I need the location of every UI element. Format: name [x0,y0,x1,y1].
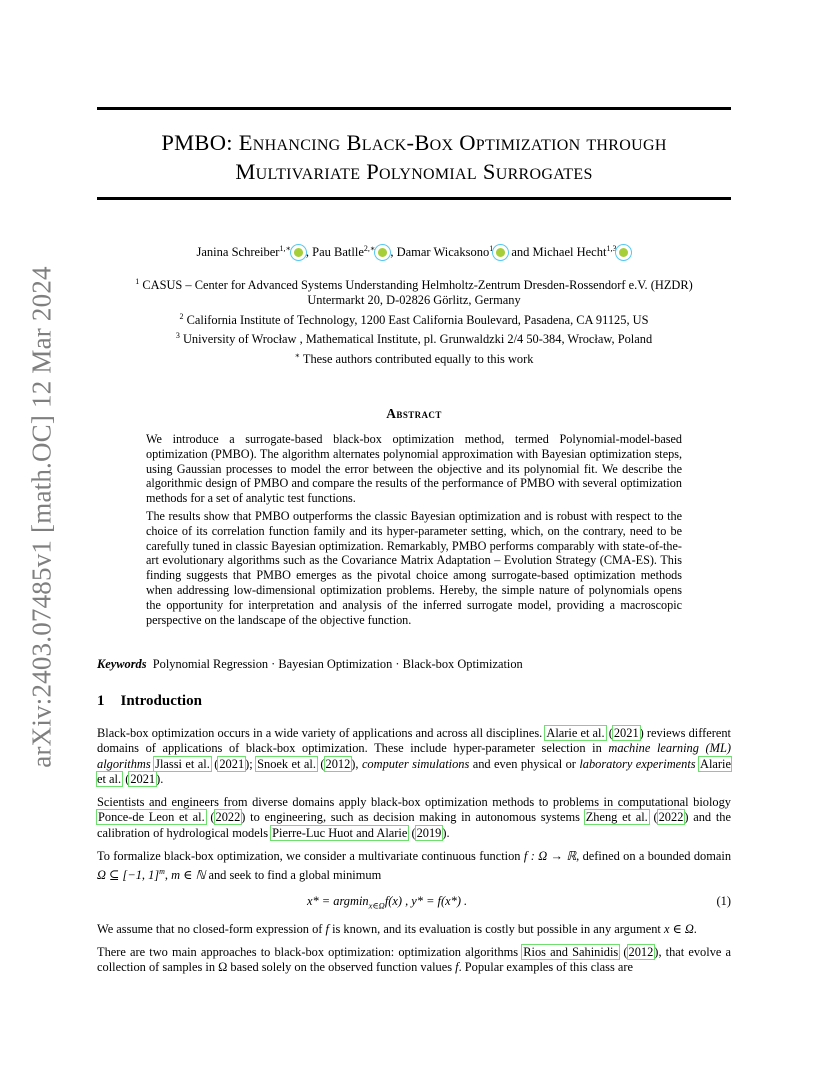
citation-year-link[interactable]: 2021 [219,756,245,771]
equation-1 [97,890,731,914]
math: x ∈ Ω [663,921,694,936]
author-name: Damar Wicaksono [396,245,490,260]
affil-marker: 3 [175,331,180,341]
author-name: Pau Batlle [312,245,364,260]
arxiv-sidebar [22,262,62,772]
body-paragraph: Scientists and engineers from diverse domains apply black-box optimization methods to problems in computational biology Ponce-de Leon et al. (2022) to engineering, such as decision making in autonomous systems Zheng et al. (2022) and the calibration of hydrological models Pierre-Luc Huot and Alarie (2019). [97,795,731,840]
orcid-icon[interactable] [294,248,303,257]
citation-year-link[interactable]: 2022 [658,810,684,825]
equation-number: (1) [716,893,731,908]
title-line-1: PMBO: Enhancing Black-Box Optimization through [161,130,667,155]
title-bottom-rule [97,197,731,200]
citation-link[interactable]: Alarie et al. [97,756,731,786]
affiliations [97,274,731,367]
orcid-icon[interactable] [619,248,628,257]
abstract-heading: Abstract [386,406,442,421]
text: . Popular examples of this class are [458,960,634,975]
citation-year-link[interactable]: 2022 [215,810,241,825]
author-affil-sup: 1 [489,244,494,253]
author-affil-sup: 1,∗ [279,244,291,253]
author-sep: , [305,245,313,260]
emphasis: computer simulations [361,756,470,771]
arxiv-identifier: arXiv:2403.07485v1 [math.OC] 12 Mar 2024 [26,266,57,768]
text: , that evolve a collection of samples in Ω based solely on the observed function values [97,945,732,975]
body-text [97,726,731,984]
text: and seek to find a global minimum [205,868,382,883]
abstract-body [146,432,682,630]
keywords-text: Polynomial Regression · Bayesian Optimization · Black-box Optimization [152,657,523,671]
citation-year-link[interactable]: 2019 [416,825,442,840]
text: To formalize black-box optimization, we consider a multivariate continuous function [97,849,524,864]
section-heading [97,693,202,710]
abstract-paragraph: We introduce a surrogate-based black-box optimization method, termed Polynomial-model-based optimization (PMBO). The algorithm alternates polynomial approximation with Bayesian optimization steps, using Gaussian processes to model the error between the objective and its polynomial fit. We describe the algorithmic design of PMBO and compare the results of the performance of PMBO with several optimization methods for a set of analytic test functions. [146,432,682,506]
citation-link[interactable]: Rios and Sahinidis [523,945,619,960]
eq-rhs: f(x) , y* = f(x*) . [384,893,468,908]
emphasis: machine learning (ML) algorithms [97,741,731,771]
affil-text: These authors contributed equally to this work [302,351,534,366]
affil-text: California Institute of Technology, 1200 East California Boulevard, Pasadena, CA 91125, US [186,312,649,327]
title-top-rule [97,107,731,110]
text: . [693,921,697,936]
eq-lhs: x* = argmin [307,893,369,908]
math-superscript: m [159,867,165,877]
citation-year-link[interactable]: 2012 [628,945,654,960]
body-paragraph: There are two main approaches to black-box optimization: optimization algorithms Rios and Sahinidis (2012), that evolve a collection of samples in Ω based solely on the observed function values f. Popular examples of this class are [97,945,732,975]
author-sep: , [390,245,397,260]
affiliation-line [97,328,731,347]
text: , defined on a bounded domain [576,849,732,864]
math: f [325,921,329,936]
keywords-line [97,657,523,672]
math: f [455,960,459,975]
body-paragraph [97,922,731,937]
body-paragraph: To formalize black-box optimization, we consider a multivariate continuous function f : Ω → ℝ, defined on a bounded domain Ω ⊆ [−1, 1]$^m$, m ∈ ℕ and seek to find a global minimum [97,849,732,883]
equation-expression [307,894,467,914]
citation-link[interactable]: Alarie et al. [546,726,605,740]
author-list [97,244,731,260]
affil-text: CASUS – Center for Advanced Systems Understanding Helmholtz-Zentrum Dresden-Rossendorf e.V. (HZDR) [142,278,693,293]
affiliation-line [97,309,731,328]
text: is known, and its evaluation is costly but possible in any argument [328,921,664,936]
citation-link[interactable]: Snoek et al. [257,756,316,771]
text: Black-box optimization occurs in a wide variety of applications and across all disciplines. [97,726,546,740]
citation-year-link[interactable]: 2012 [325,756,351,771]
affiliation-line [97,348,731,367]
text: to engineering, such as decision making in autonomous systems [245,810,585,825]
affiliation-line [97,274,731,293]
citation-link[interactable]: Ponce-de Leon et al. [98,810,205,825]
math: Ω ⊆ [−1, 1] [97,868,160,883]
affil-text: University of Wrocław , Mathematical Institute, pl. Grunwaldzki 2/4 50-384, Wrocław, Poland [182,332,653,347]
body-paragraph: Black-box optimization occurs in a wide variety of applications and across all disciplines. Alarie et al. (2021) reviews different domains of applications of black-box optimization. These include hyper-parameter selection in machine learning (ML) algorithms Jlassi et al. (2021); Snoek et al. (2012), computer simulations and even physical or laboratory experiments Alarie et al. (2021). [97,726,731,786]
title-line-2: Multivariate Polynomial Surrogates [235,159,593,184]
keywords-label: Keywords [97,657,147,671]
section-title: Introduction [120,693,202,709]
affil-marker: ∗ [294,350,300,360]
text: We assume that no closed-form expression of [97,921,326,936]
text: and even physical or [469,756,580,771]
eq-subscript: x∈Ω [368,900,385,911]
abstract-paragraph: The results show that PMBO outperforms the classic Bayesian optimization and is robust with respect to the choice of its correlation function family and its hyper-parameter setting, which, on the contrary, need to be carefully tuned in classic Bayesian optimization. Remarkably, PMBO performs comparably with state-of-the-art evolutionary algorithms such as the Covariance Matrix Adaptation – Evolution Strategy (CMA-ES). This finding suggests that PMBO emerges as the pivotal choice among surrogate-based optimization methods when addressing low-dimensional optimization problems. Hereby, the simple nature of polynomials opens the opportunity for interpretation and analysis of the inferred surrogate model, providing a macroscopic perspective on the landscape of the objective function. [146,508,682,627]
author-sep: and [508,245,533,260]
orcid-icon[interactable] [378,248,387,257]
affiliation-line [97,293,731,308]
section-number: 1 [97,693,105,709]
text: Scientists and engineers from diverse domains apply black-box optimization methods to problems in computational biology [97,795,731,810]
citation-year-link[interactable]: 2021 [613,726,639,740]
author-affil-sup: 1,3 [606,244,617,253]
affil-marker: 1 [135,277,140,286]
citation-link[interactable]: Pierre-Luc Huot and Alarie [272,825,408,840]
citation-link[interactable]: Jlassi et al. [155,756,210,771]
text: reviews different domains of applications of black-box optimization. These include hyper-parameter selection in [97,726,731,756]
paper-title [97,128,731,186]
text: and the calibration of hydrological models [97,810,731,840]
author-affil-sup: 2,∗ [363,244,376,253]
text: There are two main approaches to black-box optimization: optimization algorithms [97,945,523,960]
emphasis: laboratory experiments [579,756,696,771]
math: f : Ω → ℝ [523,849,577,864]
affil-marker: 2 [179,311,184,321]
math: m ∈ ℕ [171,868,206,883]
author-name: Janina Schreiber [196,245,280,260]
citation-year-link[interactable]: 2021 [130,771,156,786]
orcid-icon[interactable] [496,248,505,257]
citation-link[interactable]: Zheng et al. [585,810,648,825]
affil-text: Untermarkt 20, D-02826 Görlitz, Germany [307,293,521,308]
author-name: Michael Hecht [532,245,607,260]
